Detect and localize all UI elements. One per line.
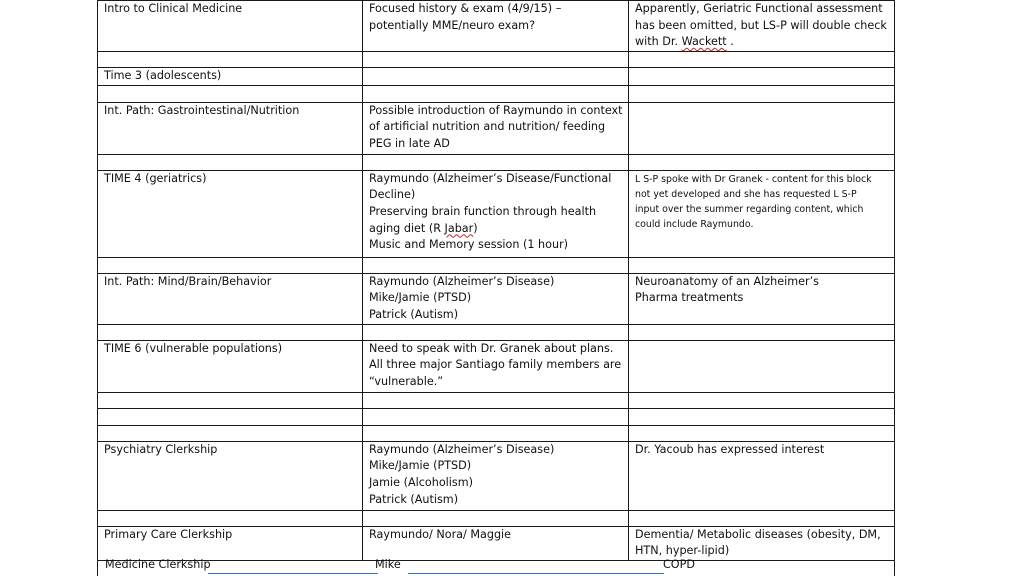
cell-text: input over the summer regarding content, which (635, 203, 864, 215)
table-cell (363, 170, 629, 257)
table-row (98, 102, 895, 154)
empty-cell (363, 85, 629, 102)
empty-cell (629, 392, 895, 408)
table-cell (363, 340, 629, 392)
cell-text: not yet developed and she has requested L S-P (635, 188, 857, 200)
table-cell (363, 1, 629, 52)
table-row (98, 441, 895, 510)
table-row (98, 67, 895, 85)
empty-cell (629, 51, 895, 67)
spacer-row (98, 257, 895, 273)
empty-cell (98, 51, 363, 67)
table-cell (363, 441, 629, 510)
empty-cell (629, 257, 895, 273)
cell-text: Patrick (Autism) (369, 492, 459, 506)
empty-cell (363, 67, 629, 85)
cell-text: HTN, hyper-lipid) (635, 544, 730, 558)
cell-text: Mike (375, 558, 401, 571)
empty-cell (363, 51, 629, 67)
cell-text: Mike/Jamie (PTSD) (369, 291, 472, 305)
table-cell (629, 1, 895, 52)
spacer-row (98, 51, 895, 67)
table-row (98, 273, 895, 324)
table-row (98, 170, 895, 257)
spellcheck-word: Jabar (444, 221, 474, 235)
table-cell (98, 441, 363, 510)
cell-text: “vulnerable.” (369, 374, 444, 388)
cell-text: Decline) (369, 188, 416, 202)
cell-text: aging diet (R (369, 221, 445, 235)
spacer-row (98, 408, 895, 425)
empty-cell (629, 154, 895, 170)
table-cell (98, 67, 363, 85)
empty-cell (629, 425, 895, 441)
empty-cell (98, 392, 363, 408)
cell-text: Int. Path: Gastrointestinal/Nutrition (104, 103, 300, 117)
table-row (98, 340, 895, 392)
empty-cell (629, 340, 895, 392)
cell-text: Preserving brain function through health (369, 204, 597, 218)
empty-cell (98, 324, 363, 340)
spacer-row (98, 392, 895, 408)
cell-text: Primary Care Clerkship (104, 527, 233, 541)
empty-cell (98, 510, 363, 526)
cell-text: PEG in late AD (369, 136, 450, 150)
table-cell (629, 170, 895, 257)
empty-cell (98, 257, 363, 273)
cell-text: Dementia/ Metabolic diseases (obesity, DM, (635, 527, 881, 541)
cell-text: Int. Path: Mind/Brain/Behavior (104, 274, 272, 288)
empty-cell (363, 154, 629, 170)
cell-text: . (726, 35, 734, 49)
empty-cell (629, 67, 895, 85)
cell-text: Medicine Clerkship (105, 558, 211, 571)
blue-underline (208, 573, 378, 574)
spellcheck-word: Wackett (681, 35, 727, 49)
cell-text: Psychiatry Clerkship (104, 442, 218, 456)
table-cell (363, 273, 629, 324)
empty-cell (629, 510, 895, 526)
blue-underline (408, 573, 664, 574)
cell-text: Possible introduction of Raymundo in context (369, 103, 623, 117)
cell-text: Raymundo (Alzheimer’s Disease) (369, 274, 555, 288)
curriculum-table (97, 0, 895, 561)
table-cell (98, 340, 363, 392)
table-cell (629, 441, 895, 510)
table-cell (98, 170, 363, 257)
table-cell (98, 1, 363, 52)
cell-text: All three major Santiago family members are (369, 358, 622, 372)
cell-text: TIME 6 (vulnerable populations) (104, 341, 283, 355)
cell-text: Time 3 (adolescents) (104, 68, 222, 82)
cell-text: Apparently, Geriatric Functional assessment (635, 2, 883, 15)
empty-cell (98, 154, 363, 170)
spacer-row (98, 154, 895, 170)
table-row (98, 1, 895, 52)
table-row-partial (97, 556, 895, 576)
cell-text: Mike/Jamie (PTSD) (369, 459, 472, 473)
cell-text: Patrick (Autism) (369, 307, 459, 321)
cell-text-line (635, 34, 888, 51)
table-cell (98, 102, 363, 154)
cell-text: Dr. Yacoub has expressed interest (635, 442, 825, 456)
cell-text: TIME 4 (geriatrics) (104, 171, 207, 185)
cell-text: has been omitted, but LS-P will double check (635, 18, 887, 32)
cell-text: Raymundo (Alzheimer’s Disease) (369, 442, 555, 456)
cell-text: Music and Memory session (1 hour) (369, 238, 569, 252)
empty-cell (98, 425, 363, 441)
spacer-row (98, 425, 895, 441)
empty-cell (629, 324, 895, 340)
cell-text: Raymundo (Alzheimer’s Disease/Functional (369, 171, 612, 185)
table-cell (363, 102, 629, 154)
cell-text-line (369, 221, 622, 238)
empty-cell (98, 85, 363, 102)
cell-text: L S-P spoke with Dr Granek - content for this block (635, 173, 872, 185)
cell-text: ) (473, 221, 478, 235)
cell-text: Neuroanatomy of an Alzheimer’s (635, 274, 819, 288)
empty-cell (363, 392, 629, 408)
cell-text: of artificial nutrition and nutrition/ feeding (369, 120, 606, 134)
cell-text: Need to speak with Dr. Granek about plans. (369, 341, 614, 355)
table-cell (98, 273, 363, 324)
empty-cell (363, 324, 629, 340)
empty-cell (629, 102, 895, 154)
spacer-row (98, 324, 895, 340)
cell-text: potentially MME/neuro exam? (369, 18, 536, 32)
cell-text: with Dr. (635, 35, 682, 49)
cell-text: Jamie (Alcoholism) (369, 475, 473, 489)
cell-text: Focused history & exam (4/9/15) – (369, 2, 562, 15)
cell-text: Pharma treatments (635, 291, 744, 305)
empty-cell (363, 510, 629, 526)
cell-text: COPD (663, 558, 695, 571)
empty-cell (363, 257, 629, 273)
spacer-row (98, 85, 895, 102)
cell-text: Intro to Clinical Medicine (104, 2, 243, 15)
cell-text: could include Raymundo. (635, 218, 754, 230)
empty-cell (363, 425, 629, 441)
empty-cell (629, 408, 895, 425)
empty-cell (363, 408, 629, 425)
table-cell (629, 273, 895, 324)
empty-cell (629, 85, 895, 102)
spacer-row (98, 510, 895, 526)
cell-text: Raymundo/ Nora/ Maggie (369, 527, 512, 541)
empty-cell (98, 408, 363, 425)
